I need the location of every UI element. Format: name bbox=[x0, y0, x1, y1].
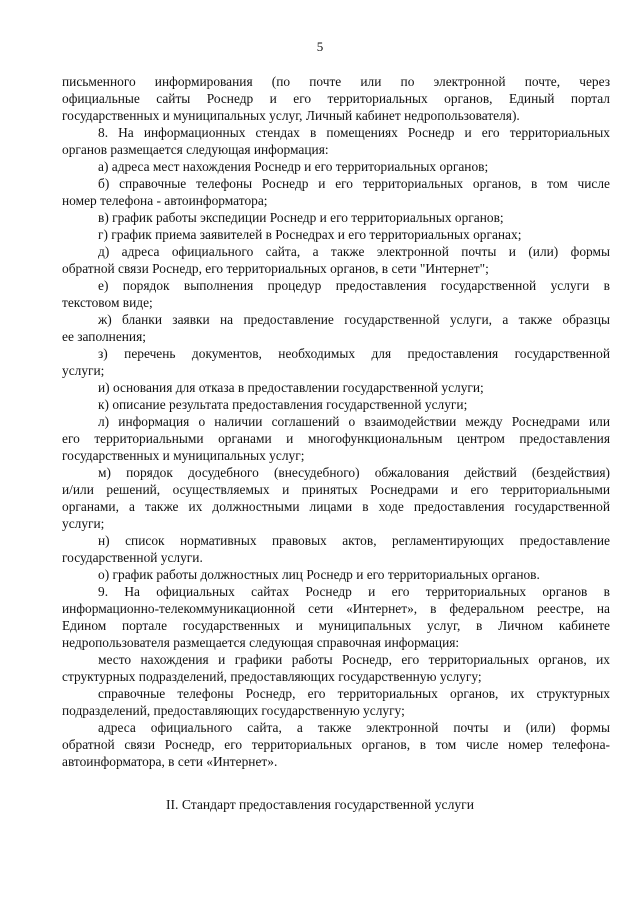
text-line: л) информация о наличии соглашений о взаимодействии между Роснедрами или bbox=[98, 414, 610, 429]
section-heading: II. Стандарт предоставления государственной услуги bbox=[165, 797, 474, 812]
text-line: ее заполнения; bbox=[62, 329, 146, 344]
text-line: обратной связи Роснедр, его территориальных органов, в сети "Интернет"; bbox=[62, 261, 489, 276]
text-line: н) список нормативных правовых актов, регламентирующих предоставление bbox=[98, 533, 610, 548]
text-line: государственных и муниципальных услуг; bbox=[62, 448, 305, 463]
text-line: г) график приема заявителей в Роснедрах и его территориальных органах; bbox=[98, 227, 522, 242]
text-line: органами, а также их должностными лицами в ходе предоставления государственной bbox=[62, 499, 610, 514]
text-line: и/или решений, осуществляемых и принятых Роснедрами и его территориальными bbox=[62, 482, 610, 497]
text-line: письменного информирования (по почте или по электронной почте, через bbox=[62, 74, 610, 89]
text-line: к) описание результата предоставления государственной услуги; bbox=[98, 397, 468, 412]
text-line: м) порядок досудебного (внесудебного) обжалования действий (бездействия) bbox=[98, 465, 610, 480]
text-line: услуги; bbox=[62, 516, 105, 531]
text-line: а) адреса мест нахождения Роснедр и его территориальных органов; bbox=[98, 159, 489, 174]
text-line: номер телефона - автоинформатора; bbox=[62, 193, 268, 208]
text-line: автоинформатора, в сети «Интернет». bbox=[62, 754, 278, 769]
text-line: ж) бланки заявки на предоставление государственной услуги, а также образцы bbox=[98, 312, 610, 327]
text-line: 8. На информационных стендах в помещениях Роснедр и его территориальных bbox=[98, 125, 610, 140]
text-line: недропользователя размещается следующая справочная информация: bbox=[62, 635, 460, 650]
page-number: 5 bbox=[316, 39, 324, 54]
text-line: обратной связи Роснедр, его территориальных органов, в том числе номер телефона- bbox=[62, 737, 610, 752]
text-line: информационно-телекоммуникационной сети «Интернет», в федеральном реестре, на bbox=[62, 601, 610, 616]
text-line: органов размещается следующая информация: bbox=[62, 142, 329, 157]
text-line: подразделений, предоставляющих государственную услугу; bbox=[62, 703, 405, 718]
text-line: 9. На официальных сайтах Роснедр и его территориальных органов в bbox=[98, 584, 610, 599]
text-line: в) график работы экспедиции Роснедр и его территориальных органов; bbox=[98, 210, 504, 225]
text-line: место нахождения и графики работы Роснедр, его территориальных органов, их bbox=[98, 652, 610, 667]
text-line: адреса официального сайта, а также электронной почты и (или) формы bbox=[98, 720, 610, 735]
text-line: б) справочные телефоны Роснедр и его территориальных органов, в том числе bbox=[98, 176, 610, 191]
text-line: справочные телефоны Роснедр, его территориальных органов, их структурных bbox=[98, 686, 610, 701]
text-line: Едином портале государственных и муниципальных услуг, в Личном кабинете bbox=[62, 618, 610, 633]
text-line: е) порядок выполнения процедур предоставления государственной услуги в bbox=[98, 278, 610, 293]
text-line: услуги; bbox=[62, 363, 105, 378]
text-line: д) адреса официального сайта, а также электронной почты и (или) формы bbox=[98, 244, 610, 259]
text-line: текстовом виде; bbox=[62, 295, 153, 310]
text-line: государственной услуги. bbox=[62, 550, 203, 565]
text-line: и) основания для отказа в предоставлении государственной услуги; bbox=[98, 380, 484, 395]
text-line: официальные сайты Роснедр и его территориальных органов, Единый портал bbox=[62, 91, 610, 106]
text-line: з) перечень документов, необходимых для предоставления государственной bbox=[98, 346, 610, 361]
text-line: структурных подразделений, предоставляющих государственную услугу; bbox=[62, 669, 482, 684]
text-line: государственных и муниципальных услуг, Личный кабинет недропользователя). bbox=[62, 108, 520, 123]
text-line: его территориальными органами и многофункциональным центром предоставления bbox=[62, 431, 610, 446]
text-line: о) график работы должностных лиц Роснедр и его территориальных органов. bbox=[98, 567, 540, 582]
